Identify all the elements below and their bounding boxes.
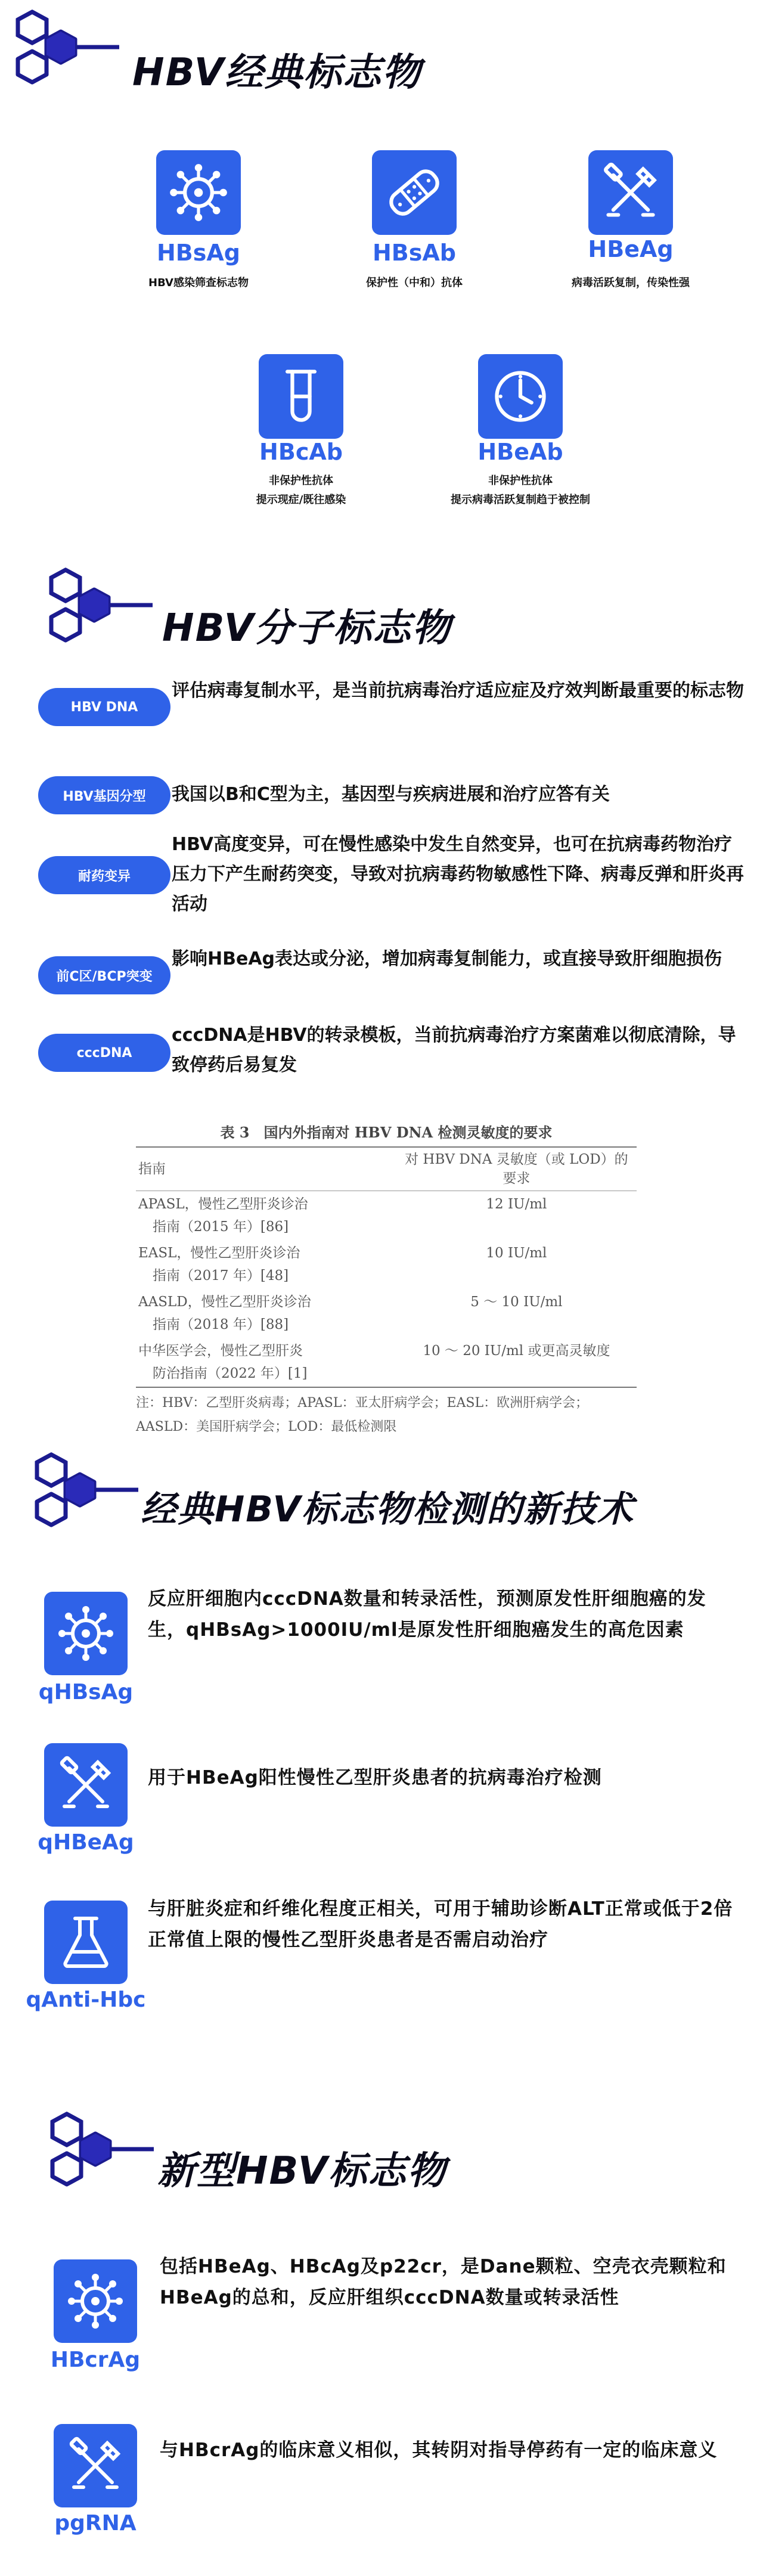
hbcrag-card-icon (54, 2259, 137, 2343)
marker-desc: 非保护性抗体 (269, 475, 333, 487)
qhbsag-card-icon (44, 1592, 128, 1675)
marker-desc: 提示病毒活跃复制趋于被控制 (451, 494, 590, 506)
section-title-classic: HBV经典标志物 (132, 51, 422, 95)
section-title-novel: 新型HBV标志物 (157, 2149, 447, 2193)
pill-genotype: HBV基因分型 (38, 776, 170, 814)
qanti-hbc-card-icon (44, 1901, 128, 1984)
table-cell: 指南（2017 年）[48] (153, 1268, 289, 1284)
novel-name: HBcrAg (50, 2348, 141, 2372)
pill-cccdna: cccDNA (38, 1034, 170, 1072)
table-cell: 指南（2018 年）[88] (153, 1317, 289, 1332)
tech-name: qHBsAg (38, 1680, 134, 1704)
bandage-icon (383, 162, 445, 224)
virus-icon (66, 2271, 125, 2331)
hbeab-card-icon (478, 354, 563, 439)
tech-name: qHBeAg (38, 1830, 134, 1855)
molecular-desc: HBV高度变异，可在慢性感染中发生自然变异，也可在抗病毒药物治疗压力下产生耐药突变，导致对抗病毒药物敏感性下降、病毒反弹和肝炎再活动 (172, 834, 744, 915)
hbcab-card-icon (259, 354, 343, 439)
table-row (136, 1338, 637, 1387)
table-note: 注：HBV：乙型肝炎病毒；APASL：亚太肝病学会；EASL：欧洲肝病学会；AASLD：美国肝病学会；LOD：最低检测限 (136, 1396, 589, 1434)
marker-name: HBeAg (588, 236, 674, 262)
marker-desc: 非保护性抗体 (488, 475, 553, 487)
table-header: 对 HBV DNA 灵敏度（或 LOD）的要求 (405, 1152, 628, 1186)
hbsab-card-icon (372, 150, 457, 235)
table-row (136, 1240, 637, 1289)
tech-desc: 与肝脏炎症和纤维化程度正相关，可用于辅助诊断ALT正常或低于2倍正常值上限的慢性乙型肝炎患者是否需启动治疗 (148, 1898, 733, 1951)
table-cell: 10 IU/ml (486, 1245, 547, 1261)
table-cell: 5 ～ 10 IU/ml (470, 1294, 563, 1310)
pill-hbv-dna: HBV DNA (38, 688, 170, 726)
marker-name: HBsAg (157, 240, 240, 266)
table-cell: 10 ～ 20 IU/ml 或更高灵敏度 (423, 1343, 610, 1359)
crossed-tools-icon (600, 162, 662, 224)
table-cell: 指南（2015 年）[86] (153, 1219, 289, 1235)
marker-name: HBcAb (259, 439, 343, 465)
marker-desc: HBV感染筛查标志物 (148, 277, 249, 289)
virus-icon (168, 162, 229, 224)
hexagon-logo-icon (42, 566, 155, 644)
marker-desc: 提示现症/既往感染 (256, 494, 346, 506)
hbsag-card-icon (156, 150, 241, 235)
marker-desc: 病毒活跃复制，传染性强 (572, 277, 690, 289)
molecular-desc: 评估病毒复制水平，是当前抗病毒治疗适应症及疗效判断最重要的标志物 (172, 680, 744, 701)
flask-icon (56, 1912, 116, 1972)
hexagon-logo-icon (43, 2110, 156, 2188)
novel-name: pgRNA (54, 2511, 137, 2535)
marker-name: HBeAb (477, 439, 563, 465)
hexagon-logo-icon (8, 8, 122, 86)
guideline-table (136, 1121, 637, 1439)
novel-desc: 与HBcrAg的临床意义相似，其转阴对指导停药有一定的临床意义 (160, 2439, 718, 2461)
molecular-desc: 我国以B和C型为主，基因型与疾病进展和治疗应答有关 (172, 784, 610, 805)
table-cell: APASL，慢性乙型肝炎诊治 (138, 1196, 308, 1212)
table-header: 指南 (138, 1161, 166, 1177)
tech-desc: 反应肝细胞内cccDNA数量和转录活性，预测原发性肝细胞癌的发生，qHBsAg>1000IU/ml是原发性肝细胞癌发生的高危因素 (148, 1588, 706, 1641)
table-caption: 表 3 国内外指南对 HBV DNA 检测灵敏度的要求 (220, 1124, 553, 1141)
pgrna-card-icon (54, 2424, 137, 2507)
table-cell: 防治指南（2022 年）[1] (153, 1366, 308, 1381)
pill-resistance: 耐药变异 (38, 856, 170, 894)
table-row (136, 1191, 637, 1240)
qhbeag-card-icon (44, 1743, 128, 1827)
hbeag-card-icon (588, 150, 673, 235)
table-cell: EASL，慢性乙型肝炎诊治 (138, 1245, 300, 1261)
molecular-desc: cccDNA是HBV的转录模板，当前抗病毒治疗方案菌难以彻底清除，导致停药后易复发 (172, 1025, 736, 1075)
pill-bcp-mutation: 前C区/BCP突变 (38, 956, 170, 994)
tech-name: qAnti-Hbc (26, 1988, 146, 2012)
crossed-tools-icon (66, 2436, 125, 2496)
test-tube-icon (270, 365, 332, 427)
tech-desc: 用于HBeAg阳性慢性乙型肝炎患者的抗病毒治疗检测 (148, 1767, 602, 1788)
table-cell: AASLD，慢性乙型肝炎诊治 (138, 1294, 311, 1310)
section-title-molecular: HBV分子标志物 (162, 606, 452, 650)
novel-desc: 包括HBeAg、HBcAg及p22cr，是Dane颗粒、空壳衣壳颗粒和HBeAg的总和，反应肝组织cccDNA数量或转录活性 (160, 2256, 727, 2308)
marker-name: HBsAb (373, 240, 456, 266)
table-cell: 中华医学会，慢性乙型肝炎 (138, 1343, 303, 1359)
molecular-desc: 影响HBeAg表达或分泌，增加病毒复制能力，或直接导致肝细胞损伤 (172, 948, 722, 969)
hexagon-logo-icon (27, 1451, 141, 1529)
crossed-tools-icon (56, 1755, 116, 1815)
clock-icon (489, 365, 551, 427)
section-title-tech: 经典HBV标志物检测的新技术 (141, 1489, 634, 1530)
table-cell: 12 IU/ml (486, 1196, 547, 1212)
virus-icon (56, 1604, 116, 1663)
table-row (136, 1289, 637, 1338)
marker-desc: 保护性（中和）抗体 (366, 277, 463, 289)
